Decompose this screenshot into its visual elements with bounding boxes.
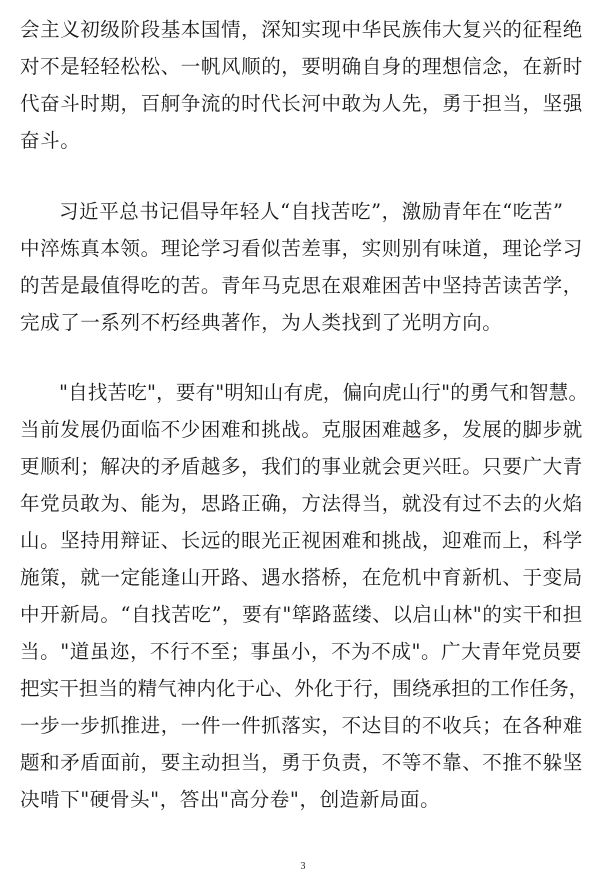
paragraph-2-line-3: 的苦是最值得吃的苦。青年马克思在艰难困苦中坚持苦读苦学， (20, 274, 583, 297)
paragraph-3-line-9: 把实干担当的精气神内化于心、外化于行，围绕承担的工作任务， (20, 677, 589, 700)
page-number: 3 (300, 861, 306, 872)
paragraph-3-line-2: 当前发展仍面临不少困难和挑战。克服困难越多，发展的脚步就 (20, 418, 583, 441)
paragraph-2-line-2: 中淬炼真本领。理论学习看似苦差事，实则别有味道，理论学习 (20, 237, 583, 260)
paragraph-3-line-8: 当。"道虽迩，不行不至；事虽小，不为不成"。广大青年党员要 (20, 640, 582, 663)
paragraph-3-line-7: 中开新局。“自找苦吃”，要有"筚路蓝缕、以启山林"的实干和担 (20, 603, 583, 626)
paragraph-2-line-1: 习近平总书记倡导年轻人“自找苦吃”，激励青年在“吃苦” (59, 200, 564, 223)
paragraph-3-line-5: 山。坚持用辩证、长远的眼光正视困难和挑战，迎难而上，科学 (20, 529, 583, 552)
paragraph-3-line-6: 施策，就一定能逢山开路、遇水搭桥，在危机中育新机、于变局 (20, 566, 583, 589)
paragraph-1-line-3: 代奋斗时期，百舸争流的时代长河中敢为人先，勇于担当，坚强 (20, 92, 583, 115)
paragraph-2-line-4: 完成了一系列不朽经典著作，为人类找到了光明方向。 (20, 311, 503, 334)
paragraph-3-line-1: "自找苦吃"，要有"明知山有虎，偏向虎山行"的勇气和智慧。 (59, 381, 589, 404)
paragraph-3-line-4: 年党员敢为、能为，思路正确，方法得当，就没有过不去的火焰 (20, 492, 583, 515)
paragraph-1-line-1: 会主义初级阶段基本国情，深知实现中华民族伟大复兴的征程绝 (20, 18, 583, 41)
paragraph-3-line-11: 题和矛盾面前，要主动担当，勇于负责，不等不靠、不推不躲坚 (20, 751, 583, 774)
paragraph-3-line-10: 一步一步抓推进，一件一件抓落实，不达目的不收兵；在各种难 (20, 714, 583, 737)
paragraph-3-line-12: 决啃下"硬骨头"，答出"高分卷"，创造新局面。 (20, 788, 441, 811)
paragraph-3-line-3: 更顺利；解决的矛盾越多，我们的事业就会更兴旺。只要广大青 (20, 455, 583, 478)
paragraph-1-line-2: 对不是轻轻松松、一帆风顺的，要明确自身的理想信念，在新时 (20, 55, 583, 78)
paragraph-1-line-4: 奋斗。 (20, 129, 81, 152)
